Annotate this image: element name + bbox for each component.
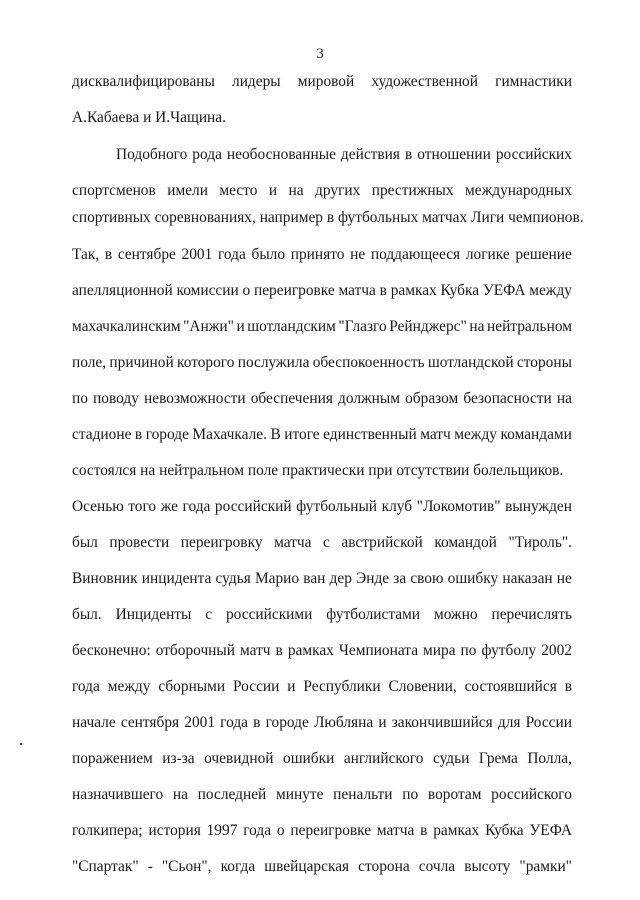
text-line — [72, 749, 572, 769]
word: того — [128, 498, 157, 515]
word: пенальти — [333, 786, 393, 803]
word: футболистами — [326, 606, 421, 623]
word: 1997 — [206, 822, 238, 839]
word: матча — [274, 534, 312, 551]
word: международных — [465, 182, 572, 199]
text-line — [72, 317, 572, 337]
word: городе — [145, 426, 189, 443]
word: стороны — [516, 354, 572, 371]
word: английского — [343, 750, 424, 767]
word: сентябре — [117, 246, 176, 263]
word: сентября — [120, 714, 180, 731]
word: лидеры — [232, 73, 281, 90]
word: начале — [72, 714, 116, 731]
word: Кубка — [440, 282, 480, 299]
word: закончившийся — [391, 714, 493, 731]
word: Чемпионата — [338, 642, 419, 659]
word: в — [275, 642, 283, 659]
word: должным — [338, 390, 400, 407]
word: воротам — [427, 786, 482, 803]
word: которого — [177, 354, 235, 371]
word: же — [160, 498, 178, 515]
word: состоявшийся — [464, 678, 557, 695]
word: матч — [240, 642, 271, 659]
word: высоту — [464, 858, 511, 875]
word: матча — [338, 282, 376, 299]
word: дисквалифицированы — [72, 73, 215, 90]
word: переигровке — [253, 282, 335, 299]
word: командами — [500, 426, 572, 443]
word: о — [276, 822, 285, 839]
word: Инциденты — [115, 606, 192, 623]
word: Подобного — [116, 146, 188, 163]
word: 2002 — [541, 642, 572, 659]
word: мировой — [297, 73, 355, 90]
word: рамках — [390, 282, 437, 299]
word: Осенью — [72, 498, 124, 515]
word: инцидента — [141, 570, 212, 587]
word: российский — [214, 498, 292, 515]
word: голкипера; — [72, 822, 143, 839]
word: Республики — [303, 678, 381, 695]
word: швейцарская — [264, 858, 350, 875]
text-line — [72, 713, 572, 733]
word: в — [564, 678, 572, 695]
word: за — [393, 570, 407, 587]
word: наказан — [502, 570, 553, 587]
word: обеспокоенность — [312, 354, 425, 371]
word: по — [402, 786, 419, 803]
word: ошибку — [447, 570, 499, 587]
word: бесконечно: — [72, 642, 151, 659]
word: Так, — [72, 246, 100, 263]
word: престижных — [371, 182, 454, 199]
word: отборочный — [155, 642, 235, 659]
word: перечислять — [491, 606, 572, 623]
word: между — [454, 426, 497, 443]
page-number: 3 — [316, 46, 324, 62]
word: и — [236, 318, 245, 335]
word: года — [217, 246, 246, 263]
word: действия — [340, 146, 400, 163]
word: Полла, — [527, 750, 572, 767]
word: с — [205, 606, 213, 623]
word: Рейнджерс" — [389, 318, 467, 335]
word: отношении — [417, 146, 491, 163]
text-line — [72, 389, 572, 409]
word: "Тироль". — [508, 534, 572, 551]
word: сочла — [418, 858, 456, 875]
word: на — [556, 390, 572, 407]
word: не — [350, 246, 366, 263]
word: командой — [434, 534, 497, 551]
word: решение — [515, 246, 572, 263]
word: по — [72, 390, 88, 407]
word: между — [529, 282, 572, 299]
word: поддающееся — [370, 246, 461, 263]
word: с — [323, 534, 330, 551]
word: Энде — [356, 570, 390, 587]
word: поражением — [72, 750, 153, 767]
text-line — [72, 281, 572, 301]
word: причиной — [109, 354, 174, 371]
word: логике — [465, 246, 510, 263]
word: "Сьон", — [161, 858, 212, 875]
word: "Анжи" — [183, 318, 234, 335]
word: вынужден — [505, 498, 572, 515]
word: России — [525, 714, 572, 731]
word: сторона — [358, 858, 410, 875]
word: переигровку — [180, 534, 263, 551]
text-line — [72, 497, 572, 517]
word: рамках — [287, 642, 334, 659]
word: история — [148, 822, 201, 839]
word: клуб — [381, 498, 413, 515]
word: футбольный — [296, 498, 378, 515]
word: назначившего — [72, 786, 164, 803]
word: "рамки" — [519, 858, 572, 875]
text-line — [72, 245, 572, 265]
word: принято — [290, 246, 345, 263]
word: имели — [167, 182, 208, 199]
word: и — [287, 678, 296, 695]
word: городе — [265, 714, 309, 731]
word: махачкалинским — [72, 318, 181, 335]
word: года — [220, 714, 249, 731]
text-line: А.Кабаева и И.Чащина. — [72, 109, 226, 126]
word: было — [251, 246, 286, 263]
word: России — [233, 678, 280, 695]
word: дер — [329, 570, 352, 587]
word: года — [72, 678, 100, 695]
word: Грема — [478, 750, 518, 767]
word: на — [469, 318, 485, 335]
text-line — [72, 605, 572, 625]
word: ван — [303, 570, 326, 587]
scan-speck — [20, 743, 22, 745]
word: австрийской — [341, 534, 423, 551]
word: других — [315, 182, 361, 199]
word: необоснованные — [226, 146, 336, 163]
word: и — [378, 714, 387, 731]
word: между — [107, 678, 151, 695]
text-line: спортивных соревнованиях, например в футбольных матчах Лиги чемпионов. — [72, 209, 584, 226]
word: гимнастики — [495, 73, 572, 90]
word: спортсменов — [72, 182, 156, 199]
word: о — [242, 282, 251, 299]
word: футболу — [481, 642, 537, 659]
word: Марио — [254, 570, 300, 587]
word: комиссии — [176, 282, 239, 299]
word: невозможности — [144, 390, 246, 407]
text-line — [72, 857, 572, 877]
word: был. — [72, 606, 102, 623]
word: поле, — [72, 354, 107, 371]
word: мира — [423, 642, 456, 659]
word: итоге — [284, 426, 320, 443]
text-line — [72, 785, 572, 805]
word: когда — [220, 858, 256, 875]
word: российских — [495, 146, 572, 163]
word: обеспечения — [250, 390, 333, 407]
word: в — [420, 822, 428, 839]
word: очевидной — [204, 750, 274, 767]
word: на — [172, 786, 188, 803]
word: последней — [197, 786, 267, 803]
text-line — [72, 569, 572, 589]
word: минуте — [275, 786, 324, 803]
word: был — [72, 534, 98, 551]
word: в — [404, 146, 413, 163]
word: "Спартак" — [72, 858, 139, 875]
word: для — [497, 714, 521, 731]
word: и — [268, 182, 278, 199]
word: нейтральном — [487, 318, 572, 335]
word: ошибки — [283, 750, 335, 767]
word: Махачкале. — [192, 426, 267, 443]
word: в — [104, 246, 113, 263]
word: Любляна — [313, 714, 374, 731]
word: 2001 — [181, 246, 213, 263]
text-line — [72, 641, 572, 661]
text-line — [72, 72, 572, 92]
word: в — [253, 714, 261, 731]
word: в — [379, 282, 387, 299]
word: по — [460, 642, 477, 659]
word: поводу — [93, 390, 139, 407]
word: матча — [376, 822, 415, 839]
word: В — [270, 426, 281, 443]
word: судьи — [432, 750, 470, 767]
word: можно — [433, 606, 478, 623]
word: УЕФА — [529, 822, 572, 839]
word: апелляционной — [72, 282, 173, 299]
word: место — [219, 182, 258, 199]
word: шотландским — [247, 318, 336, 335]
word: Виновник — [72, 570, 138, 587]
text-line — [72, 145, 572, 165]
text-line — [72, 677, 572, 697]
word: года — [243, 822, 272, 839]
text-line — [72, 425, 572, 445]
text-line — [72, 181, 572, 201]
word: "Глазго — [338, 318, 387, 335]
word: рамках — [433, 822, 480, 839]
word: художественной — [371, 73, 478, 90]
word: года — [182, 498, 211, 515]
word: из-за — [162, 750, 195, 767]
word: рода — [192, 146, 222, 163]
word: свою — [410, 570, 444, 587]
word: Кубка — [485, 822, 524, 839]
word: Словении, — [388, 678, 457, 695]
word: на — [288, 182, 304, 199]
word: образом — [405, 390, 459, 407]
word: провести — [109, 534, 170, 551]
word: стадионе — [72, 426, 132, 443]
word: "Локомотив" — [416, 498, 501, 515]
text-line — [72, 821, 572, 841]
word: безопасности — [463, 390, 552, 407]
word: УЕФА — [482, 282, 526, 299]
word: в — [134, 426, 143, 443]
text-line — [72, 533, 572, 553]
word: российскими — [225, 606, 313, 623]
word: матч — [420, 426, 451, 443]
word: не — [556, 570, 572, 587]
word: судья — [215, 570, 251, 587]
text-line: состоялся на нейтральном поле практически при отсутствии болельщиков. — [72, 462, 564, 479]
text-line — [72, 353, 572, 373]
word: сборными — [158, 678, 226, 695]
word: единственный — [323, 426, 417, 443]
word: российского — [491, 786, 572, 803]
word: послужила — [237, 354, 310, 371]
word: переигровке — [290, 822, 372, 839]
word: шотландской — [427, 354, 514, 371]
word: - — [147, 858, 153, 875]
word: 2001 — [184, 714, 216, 731]
